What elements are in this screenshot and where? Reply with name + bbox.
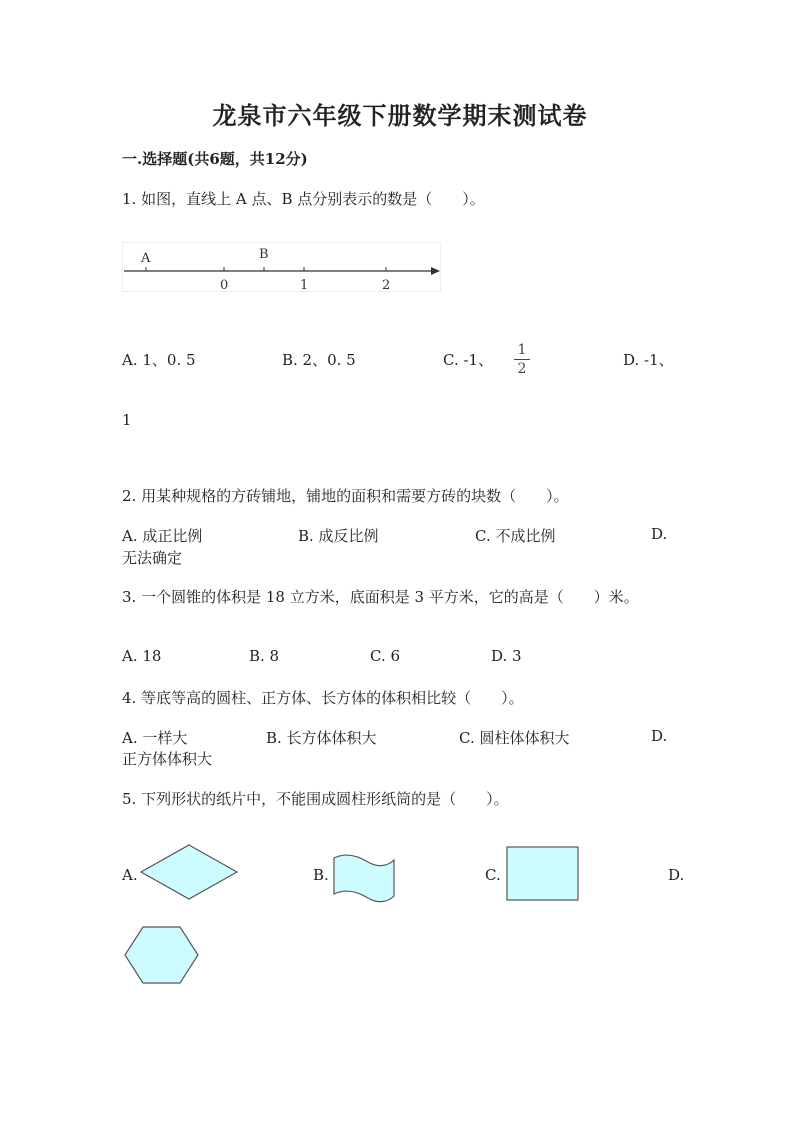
page-title: 龙泉市六年级下册数学期末测试卷 <box>212 101 588 130</box>
q4-option-c[interactable]: C. 圆柱体体积大 <box>459 729 570 747</box>
q1-option-d[interactable]: D. -1、 <box>623 351 674 369</box>
q5-option-a[interactable]: A. <box>122 866 138 884</box>
q1-option-c-fraction <box>514 342 530 377</box>
fraction-denominator: 2 <box>517 361 527 377</box>
section-heading: 一.选择题(共6题，共12分) <box>122 150 308 168</box>
q1-option-b[interactable]: B. 2、0. 5 <box>282 351 356 369</box>
q3-option-a[interactable]: A. 18 <box>122 647 162 665</box>
q3-option-b[interactable]: B. 8 <box>249 647 280 665</box>
q2-option-d-continuation: 无法确定 <box>122 549 183 567</box>
q2-option-d[interactable]: D. <box>651 525 668 543</box>
rhombus-shape <box>140 844 238 900</box>
question-3-stem: 3. 一个圆锥的体积是 18 立方米，底面积是 3 平方米，它的高是（ ）米。 <box>122 588 639 606</box>
q5-option-c[interactable]: C. <box>485 866 501 884</box>
q5-option-d[interactable]: D. <box>668 866 685 884</box>
fraction-numerator: 1 <box>517 342 527 358</box>
q4-option-d-continuation: 正方体体积大 <box>122 750 213 768</box>
arrow-head-icon <box>431 267 440 275</box>
fraction-bar <box>514 359 530 360</box>
tick-label-1: 1 <box>300 278 309 293</box>
point-b-label: B <box>259 247 269 262</box>
q1-option-a[interactable]: A. 1、0. 5 <box>122 351 196 369</box>
q4-option-b[interactable]: B. 长方体体积大 <box>266 729 377 747</box>
q4-option-d[interactable]: D. <box>651 727 668 745</box>
q2-option-a[interactable]: A. 成正比例 <box>122 527 203 545</box>
q1-option-c[interactable]: C. -1、 <box>443 351 494 369</box>
figure-frame <box>123 243 441 292</box>
question-4-stem: 4. 等底等高的圆柱、正方体、长方体的体积相比较（ ）。 <box>122 689 524 707</box>
q2-option-c[interactable]: C. 不成比例 <box>475 527 556 545</box>
q4-option-a[interactable]: A. 一样大 <box>122 729 188 747</box>
q1-option-d-continuation: 1 <box>122 411 132 429</box>
rectangle-shape <box>506 846 580 902</box>
q2-option-b[interactable]: B. 成反比例 <box>298 527 379 545</box>
tick-label-2: 2 <box>382 278 391 293</box>
hexagon-shape <box>124 926 200 986</box>
q3-option-c[interactable]: C. 6 <box>370 647 401 665</box>
question-5-stem: 5. 下列形状的纸片中，不能围成圆柱形纸筒的是（ ）。 <box>122 790 509 808</box>
point-a-label: A <box>141 251 151 266</box>
q5-option-b[interactable]: B. <box>313 866 329 884</box>
q3-option-d[interactable]: D. 3 <box>491 647 522 665</box>
tick-label-0: 0 <box>220 278 229 293</box>
number-line-figure <box>122 242 442 292</box>
wave-flag-shape <box>332 854 396 904</box>
question-1-stem: 1. 如图，直线上 A 点、B 点分别表示的数是（ ）。 <box>122 190 485 208</box>
question-2-stem: 2. 用某种规格的方砖铺地，铺地的面积和需要方砖的块数（ ）。 <box>122 487 569 505</box>
